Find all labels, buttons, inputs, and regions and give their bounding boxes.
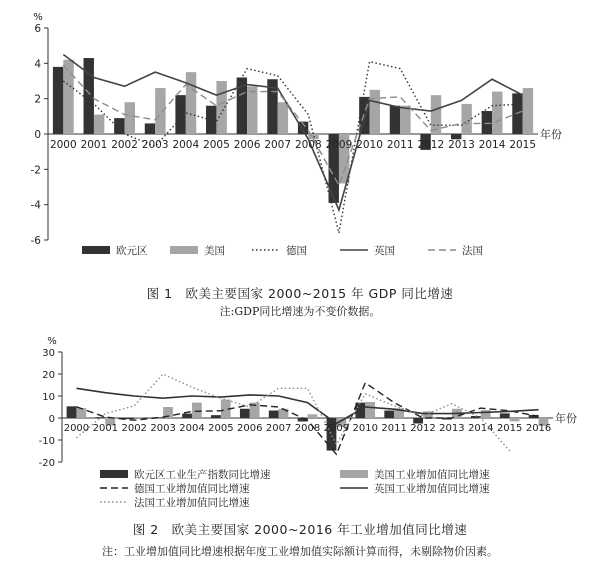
x-tick-label: 2012 [410,423,436,434]
y-tick-label: 2 [34,93,41,106]
bar-a-2003 [145,123,155,134]
bar-a-2004 [182,414,192,418]
bar-a-2006 [240,409,250,418]
bar-a-2014 [482,111,492,134]
x-axis-label: 年份 [540,128,562,141]
x-tick-label: 2014 [478,139,506,151]
bar-b-2008 [308,414,318,418]
x-tick-label: 2011 [381,423,407,434]
x-tick-label: 2001 [80,139,108,151]
legend-swatch [82,246,110,254]
x-tick-label: 2010 [352,423,378,434]
x-tick-label: 2006 [233,139,261,151]
x-axis-label: 年份 [555,412,577,425]
x-tick-label: 2012 [417,139,445,151]
x-tick-label: 2009 [323,423,350,434]
bar-b-2000 [63,60,73,134]
bar-b-2012 [423,411,433,418]
y-tick-label: 10 [42,392,55,403]
x-tick-label: 2007 [265,423,292,434]
x-tick-label: 2002 [121,423,147,434]
x-tick-label: 2003 [150,423,176,434]
bar-a-2001 [96,417,106,418]
bar-b-2015 [510,418,520,421]
legend-swatch [100,470,128,478]
chart1-note: 注:GDP同比增速为不变价数据。 [219,305,381,318]
x-tick-label: 2002 [111,139,138,151]
x-tick-label: 2013 [439,423,465,434]
chart2-note: 注：工业增加值同比增速根据年度工业增加值实际额计算而得，未剔除物价因素。 [102,545,498,558]
legend-swatch [170,246,198,254]
bar-a-2001 [84,58,94,134]
x-tick-label: 2000 [63,423,90,434]
bar-b-2004 [192,403,202,418]
legend-label: 美国工业增加值同比增速 [374,469,490,481]
y-tick-label: 20 [42,370,55,381]
x-tick-label: 2008 [294,139,322,151]
bar-a-2000 [53,67,63,134]
y-tick-label: 0 [48,414,55,425]
y-axis-label: % [33,12,43,23]
y-tick-label: -20 [38,458,55,469]
legend-label: 英国工业增加值同比增速 [374,483,490,495]
legend-label: 美国 [204,245,225,257]
legend-label: 德国 [286,245,307,257]
x-tick-label: 2004 [179,423,205,434]
bar-b-2014 [492,92,502,134]
bar-b-2014 [481,410,491,418]
x-tick-label: 2001 [92,423,119,434]
bar-b-2001 [94,115,104,134]
bar-a-2005 [211,415,221,418]
chart2 [39,336,577,509]
y-tick-label: -10 [38,436,55,447]
y-tick-label: 4 [34,58,41,71]
x-tick-label: 2013 [448,139,475,151]
x-tick-label: 2004 [172,139,200,151]
y-tick-label: -6 [30,235,41,247]
legend-label: 法国工业增加值同比增速 [134,497,250,509]
x-tick-label: 2016 [525,423,552,434]
bar-b-2003 [155,88,165,134]
x-tick-label: 2005 [203,139,230,151]
y-tick-label: -4 [30,199,41,212]
x-tick-label: 2006 [237,423,263,434]
legend-label: 欧元区 [116,245,148,257]
legend-label: 欧元区工业生产指数同比增速 [134,469,271,481]
x-tick-label: 2014 [468,423,494,434]
chart1-title: 图 1 欧美主要国家 2000~2015 年 GDP 同比增速 [146,286,454,301]
x-tick-label: 2015 [496,423,523,434]
y-tick-label: 6 [34,23,41,35]
bar-a-2011 [390,106,400,134]
x-tick-label: 2000 [49,139,77,151]
y-tick-label: -2 [30,164,41,177]
bar-b-2011 [400,106,410,134]
bar-b-2013 [461,104,471,134]
x-tick-label: 2008 [294,423,321,434]
y-axis-label: % [47,336,57,347]
x-tick-label: 2009 [325,139,353,151]
bar-b-2004 [186,72,196,134]
x-tick-label: 2010 [356,139,383,151]
bar-b-2007 [278,102,288,134]
legend-label: 英国 [374,245,395,257]
chart2-title: 图 2 欧美主要国家 2000~2016 年工业增加值同比增速 [132,522,468,537]
bar-a-2011 [384,411,394,418]
bar-a-2002 [124,418,134,419]
x-tick-label: 2011 [386,139,414,151]
bar-b-2002 [125,102,135,134]
bar-b-2010 [365,402,375,418]
x-tick-label: 2003 [141,139,169,151]
bar-b-2006 [247,86,257,134]
chart1 [31,12,562,257]
bar-b-2010 [370,90,380,134]
bar-a-2015 [500,413,510,418]
bar-a-2000 [67,406,77,418]
bar-b-2015 [523,88,533,134]
bar-b-2000 [76,408,86,418]
line-series-3 [76,374,509,451]
bar-b-2002 [134,417,144,418]
bar-a-2005 [206,106,216,134]
bar-a-2007 [269,411,279,418]
x-tick-label: 2007 [264,139,292,151]
bar-b-2012 [431,95,441,134]
legend-swatch [340,470,368,478]
x-tick-label: 2015 [509,139,537,151]
x-tick-label: 2005 [208,423,234,434]
legend-label: 德国工业增加值同比增速 [134,483,250,495]
y-tick-label: 30 [42,348,55,359]
y-tick-label: 0 [34,129,41,141]
legend-label: 法国 [462,245,483,257]
